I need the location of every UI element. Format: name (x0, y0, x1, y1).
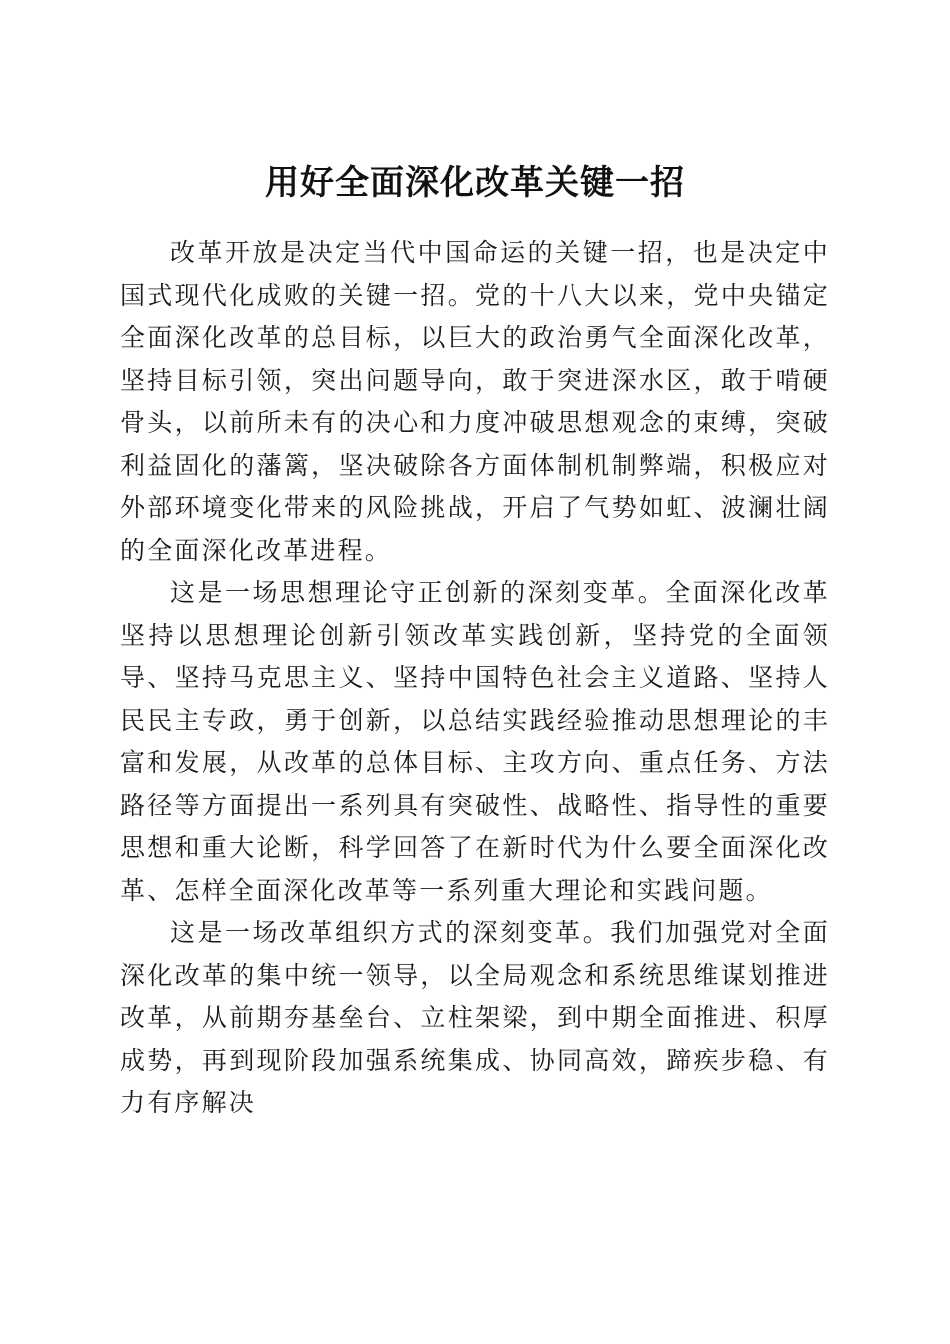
paragraph-3: 这是一场改革组织方式的深刻变革。我们加强党对全面深化改革的集中统一领导，以全局观念和系统思维谋划推进改革，从前期夯基垒台、立柱架梁，到中期全面推进、积厚成势，再到现阶段加强系统集成、协同高效，蹄疾步稳、有力有序解决 (120, 918, 830, 1117)
paragraph-2: 这是一场思想理论守正创新的深刻变革。全面深化改革坚持以思想理论创新引领改革实践创新，坚持党的全面领导、坚持马克思主义、坚持中国特色社会主义道路、坚持人民民主专政，勇于创新，以总结实践经验推动思想理论的丰富和发展，从改革的总体目标、主攻方向、重点任务、方法路径等方面提出一系列具有突破性、战略性、指导性的重要思想和重大论断，科学回答了在新时代为什么要全面深化改革、怎样全面深化改革等一系列重大理论和实践问题。 (120, 578, 830, 905)
document-body (120, 232, 830, 1125)
paragraph-1: 改革开放是决定当代中国命运的关键一招，也是决定中国式现代化成败的关键一招。党的十八大以来，党中央锚定全面深化改革的总目标，以巨大的政治勇气全面深化改革，坚持目标引领，突出问题导向，敢于突进深水区，敢于啃硬骨头，以前所未有的决心和力度冲破思想观念的束缚，突破利益固化的藩篱，坚决破除各方面体制机制弊端，积极应对外部环境变化带来的风险挑战，开启了气势如虹、波澜壮阔的全面深化改革进程。 (120, 238, 830, 565)
document-title: 用好全面深化改革关键一招 (265, 162, 685, 203)
